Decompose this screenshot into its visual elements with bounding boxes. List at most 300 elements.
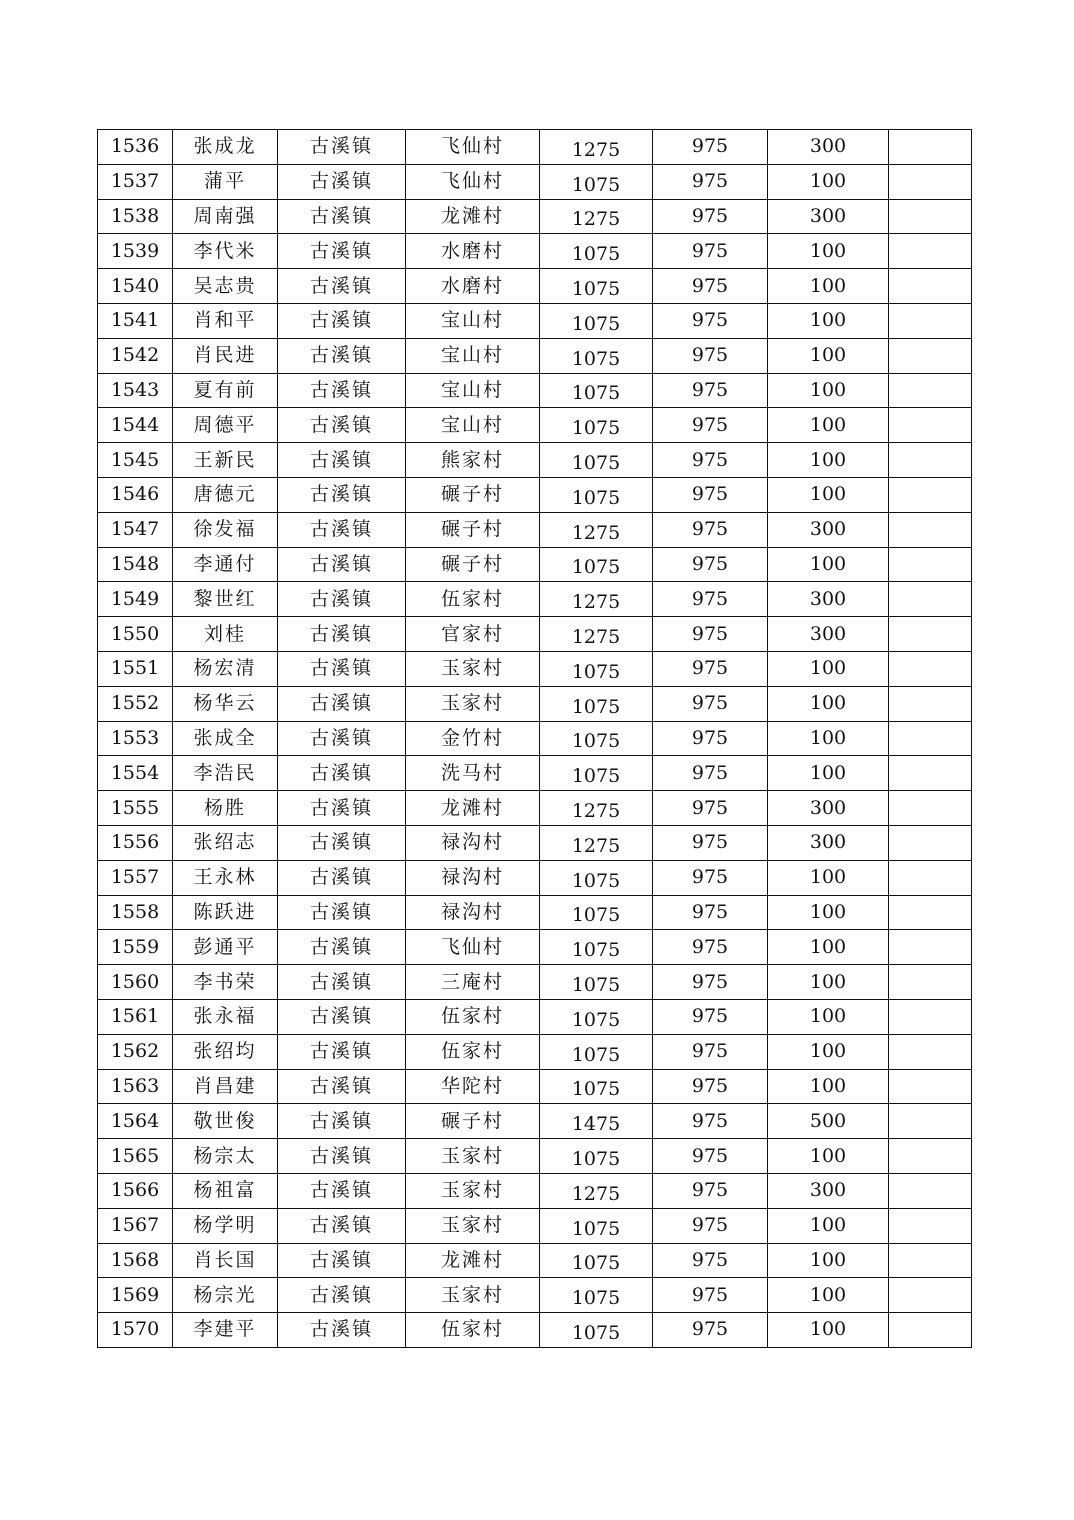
base-amount-cell: 975 bbox=[653, 1208, 768, 1243]
name-cell: 肖昌建 bbox=[173, 1069, 278, 1104]
remark-cell bbox=[889, 582, 972, 617]
remark-cell bbox=[889, 930, 972, 965]
serial-number-cell: 1556 bbox=[98, 825, 173, 860]
extra-amount-cell: 100 bbox=[768, 1069, 889, 1104]
remark-cell bbox=[889, 1139, 972, 1174]
extra-amount-cell: 300 bbox=[768, 512, 889, 547]
base-amount-cell: 975 bbox=[653, 999, 768, 1034]
table-row bbox=[98, 234, 972, 269]
name-cell: 张绍均 bbox=[173, 1034, 278, 1069]
total-amount-cell: 1075 bbox=[540, 895, 653, 930]
extra-amount-cell: 100 bbox=[768, 860, 889, 895]
town-cell: 古溪镇 bbox=[278, 1104, 406, 1139]
total-amount-cell: 1075 bbox=[540, 234, 653, 269]
total-amount-cell: 1075 bbox=[540, 1139, 653, 1174]
name-cell: 彭通平 bbox=[173, 930, 278, 965]
name-cell: 李书荣 bbox=[173, 965, 278, 1000]
table-row bbox=[98, 999, 972, 1034]
remark-cell bbox=[889, 1069, 972, 1104]
base-amount-cell: 975 bbox=[653, 1034, 768, 1069]
village-cell: 水磨村 bbox=[406, 234, 540, 269]
base-amount-cell: 975 bbox=[653, 1278, 768, 1313]
total-amount-cell: 1075 bbox=[540, 1208, 653, 1243]
total-amount-cell: 1075 bbox=[540, 477, 653, 512]
table-row bbox=[98, 512, 972, 547]
name-cell: 肖和平 bbox=[173, 303, 278, 338]
table-row bbox=[98, 965, 972, 1000]
total-amount-cell: 1075 bbox=[540, 443, 653, 478]
total-amount-cell: 1075 bbox=[540, 1034, 653, 1069]
town-cell: 古溪镇 bbox=[278, 373, 406, 408]
village-cell: 伍家村 bbox=[406, 582, 540, 617]
village-cell: 洗马村 bbox=[406, 756, 540, 791]
name-cell: 唐德元 bbox=[173, 477, 278, 512]
name-cell: 杨学明 bbox=[173, 1208, 278, 1243]
remark-cell bbox=[889, 860, 972, 895]
remark-cell bbox=[889, 164, 972, 199]
name-cell: 张成龙 bbox=[173, 130, 278, 165]
remark-cell bbox=[889, 234, 972, 269]
name-cell: 杨胜 bbox=[173, 791, 278, 826]
remark-cell bbox=[889, 965, 972, 1000]
remark-cell bbox=[889, 686, 972, 721]
base-amount-cell: 975 bbox=[653, 617, 768, 652]
remark-cell bbox=[889, 1243, 972, 1278]
village-cell: 玉家村 bbox=[406, 651, 540, 686]
serial-number-cell: 1563 bbox=[98, 1069, 173, 1104]
remark-cell bbox=[889, 512, 972, 547]
total-amount-cell: 1075 bbox=[540, 651, 653, 686]
extra-amount-cell: 100 bbox=[768, 651, 889, 686]
town-cell: 古溪镇 bbox=[278, 721, 406, 756]
serial-number-cell: 1543 bbox=[98, 373, 173, 408]
total-amount-cell: 1075 bbox=[540, 1313, 653, 1348]
name-cell: 蒲平 bbox=[173, 164, 278, 199]
serial-number-cell: 1550 bbox=[98, 617, 173, 652]
town-cell: 古溪镇 bbox=[278, 1139, 406, 1174]
base-amount-cell: 975 bbox=[653, 408, 768, 443]
remark-cell bbox=[889, 617, 972, 652]
serial-number-cell: 1539 bbox=[98, 234, 173, 269]
table-row bbox=[98, 721, 972, 756]
serial-number-cell: 1540 bbox=[98, 269, 173, 304]
table-row bbox=[98, 1173, 972, 1208]
village-cell: 熊家村 bbox=[406, 443, 540, 478]
name-cell: 敬世俊 bbox=[173, 1104, 278, 1139]
extra-amount-cell: 100 bbox=[768, 408, 889, 443]
village-cell: 碾子村 bbox=[406, 512, 540, 547]
village-cell: 碾子村 bbox=[406, 477, 540, 512]
base-amount-cell: 975 bbox=[653, 756, 768, 791]
table-row bbox=[98, 617, 972, 652]
extra-amount-cell: 100 bbox=[768, 895, 889, 930]
base-amount-cell: 975 bbox=[653, 651, 768, 686]
serial-number-cell: 1555 bbox=[98, 791, 173, 826]
name-cell: 杨祖富 bbox=[173, 1173, 278, 1208]
extra-amount-cell: 100 bbox=[768, 999, 889, 1034]
remark-cell bbox=[889, 1034, 972, 1069]
base-amount-cell: 975 bbox=[653, 443, 768, 478]
base-amount-cell: 975 bbox=[653, 1069, 768, 1104]
table-row bbox=[98, 477, 972, 512]
village-cell: 玉家村 bbox=[406, 1208, 540, 1243]
town-cell: 古溪镇 bbox=[278, 1208, 406, 1243]
extra-amount-cell: 100 bbox=[768, 477, 889, 512]
base-amount-cell: 975 bbox=[653, 582, 768, 617]
table-row bbox=[98, 269, 972, 304]
base-amount-cell: 975 bbox=[653, 930, 768, 965]
remark-cell bbox=[889, 269, 972, 304]
table-row bbox=[98, 130, 972, 165]
base-amount-cell: 975 bbox=[653, 721, 768, 756]
village-cell: 宝山村 bbox=[406, 373, 540, 408]
remark-cell bbox=[889, 999, 972, 1034]
table-row bbox=[98, 303, 972, 338]
serial-number-cell: 1542 bbox=[98, 338, 173, 373]
base-amount-cell: 975 bbox=[653, 1243, 768, 1278]
town-cell: 古溪镇 bbox=[278, 130, 406, 165]
town-cell: 古溪镇 bbox=[278, 547, 406, 582]
base-amount-cell: 975 bbox=[653, 1104, 768, 1139]
extra-amount-cell: 300 bbox=[768, 199, 889, 234]
town-cell: 古溪镇 bbox=[278, 234, 406, 269]
village-cell: 伍家村 bbox=[406, 1034, 540, 1069]
serial-number-cell: 1538 bbox=[98, 199, 173, 234]
serial-number-cell: 1541 bbox=[98, 303, 173, 338]
total-amount-cell: 1275 bbox=[540, 512, 653, 547]
table-row bbox=[98, 930, 972, 965]
total-amount-cell: 1075 bbox=[540, 338, 653, 373]
table-body bbox=[98, 130, 972, 1348]
village-cell: 玉家村 bbox=[406, 1139, 540, 1174]
serial-number-cell: 1552 bbox=[98, 686, 173, 721]
name-cell: 陈跃进 bbox=[173, 895, 278, 930]
town-cell: 古溪镇 bbox=[278, 999, 406, 1034]
total-amount-cell: 1075 bbox=[540, 686, 653, 721]
total-amount-cell: 1075 bbox=[540, 269, 653, 304]
table-row bbox=[98, 1069, 972, 1104]
table-row bbox=[98, 199, 972, 234]
base-amount-cell: 975 bbox=[653, 130, 768, 165]
name-cell: 张永福 bbox=[173, 999, 278, 1034]
name-cell: 张成全 bbox=[173, 721, 278, 756]
village-cell: 宝山村 bbox=[406, 303, 540, 338]
table-row bbox=[98, 1139, 972, 1174]
total-amount-cell: 1275 bbox=[540, 791, 653, 826]
town-cell: 古溪镇 bbox=[278, 1173, 406, 1208]
remark-cell bbox=[889, 373, 972, 408]
remark-cell bbox=[889, 895, 972, 930]
serial-number-cell: 1557 bbox=[98, 860, 173, 895]
name-cell: 黎世红 bbox=[173, 582, 278, 617]
serial-number-cell: 1562 bbox=[98, 1034, 173, 1069]
village-cell: 玉家村 bbox=[406, 686, 540, 721]
name-cell: 王新民 bbox=[173, 443, 278, 478]
town-cell: 古溪镇 bbox=[278, 582, 406, 617]
table-row bbox=[98, 895, 972, 930]
table-row bbox=[98, 825, 972, 860]
extra-amount-cell: 300 bbox=[768, 617, 889, 652]
town-cell: 古溪镇 bbox=[278, 651, 406, 686]
serial-number-cell: 1569 bbox=[98, 1278, 173, 1313]
town-cell: 古溪镇 bbox=[278, 269, 406, 304]
village-cell: 宝山村 bbox=[406, 338, 540, 373]
table-row bbox=[98, 443, 972, 478]
name-cell: 周德平 bbox=[173, 408, 278, 443]
town-cell: 古溪镇 bbox=[278, 617, 406, 652]
remark-cell bbox=[889, 338, 972, 373]
village-cell: 飞仙村 bbox=[406, 930, 540, 965]
remark-cell bbox=[889, 199, 972, 234]
table-row bbox=[98, 164, 972, 199]
total-amount-cell: 1075 bbox=[540, 547, 653, 582]
serial-number-cell: 1565 bbox=[98, 1139, 173, 1174]
name-cell: 杨宗太 bbox=[173, 1139, 278, 1174]
serial-number-cell: 1551 bbox=[98, 651, 173, 686]
total-amount-cell: 1275 bbox=[540, 825, 653, 860]
extra-amount-cell: 100 bbox=[768, 1278, 889, 1313]
extra-amount-cell: 300 bbox=[768, 582, 889, 617]
total-amount-cell: 1275 bbox=[540, 199, 653, 234]
base-amount-cell: 975 bbox=[653, 303, 768, 338]
village-cell: 宝山村 bbox=[406, 408, 540, 443]
village-cell: 伍家村 bbox=[406, 999, 540, 1034]
total-amount-cell: 1075 bbox=[540, 303, 653, 338]
town-cell: 古溪镇 bbox=[278, 965, 406, 1000]
total-amount-cell: 1275 bbox=[540, 130, 653, 165]
base-amount-cell: 975 bbox=[653, 965, 768, 1000]
serial-number-cell: 1570 bbox=[98, 1313, 173, 1348]
base-amount-cell: 975 bbox=[653, 547, 768, 582]
town-cell: 古溪镇 bbox=[278, 686, 406, 721]
extra-amount-cell: 100 bbox=[768, 164, 889, 199]
base-amount-cell: 975 bbox=[653, 512, 768, 547]
village-cell: 龙滩村 bbox=[406, 1243, 540, 1278]
name-cell: 李建平 bbox=[173, 1313, 278, 1348]
village-cell: 金竹村 bbox=[406, 721, 540, 756]
serial-number-cell: 1546 bbox=[98, 477, 173, 512]
table-row bbox=[98, 373, 972, 408]
total-amount-cell: 1475 bbox=[540, 1104, 653, 1139]
name-cell: 张绍志 bbox=[173, 825, 278, 860]
extra-amount-cell: 100 bbox=[768, 686, 889, 721]
serial-number-cell: 1561 bbox=[98, 999, 173, 1034]
base-amount-cell: 975 bbox=[653, 338, 768, 373]
town-cell: 古溪镇 bbox=[278, 1278, 406, 1313]
remark-cell bbox=[889, 1313, 972, 1348]
extra-amount-cell: 300 bbox=[768, 1173, 889, 1208]
town-cell: 古溪镇 bbox=[278, 1034, 406, 1069]
remark-cell bbox=[889, 1104, 972, 1139]
town-cell: 古溪镇 bbox=[278, 930, 406, 965]
serial-number-cell: 1553 bbox=[98, 721, 173, 756]
remark-cell bbox=[889, 547, 972, 582]
extra-amount-cell: 100 bbox=[768, 1313, 889, 1348]
name-cell: 夏有前 bbox=[173, 373, 278, 408]
table-row bbox=[98, 1278, 972, 1313]
total-amount-cell: 1075 bbox=[540, 999, 653, 1034]
table-row bbox=[98, 338, 972, 373]
total-amount-cell: 1075 bbox=[540, 721, 653, 756]
base-amount-cell: 975 bbox=[653, 825, 768, 860]
serial-number-cell: 1560 bbox=[98, 965, 173, 1000]
name-cell: 肖民进 bbox=[173, 338, 278, 373]
town-cell: 古溪镇 bbox=[278, 756, 406, 791]
remark-cell bbox=[889, 408, 972, 443]
serial-number-cell: 1568 bbox=[98, 1243, 173, 1278]
serial-number-cell: 1544 bbox=[98, 408, 173, 443]
table-row bbox=[98, 1104, 972, 1139]
village-cell: 龙滩村 bbox=[406, 199, 540, 234]
total-amount-cell: 1275 bbox=[540, 1173, 653, 1208]
base-amount-cell: 975 bbox=[653, 1313, 768, 1348]
village-cell: 碾子村 bbox=[406, 1104, 540, 1139]
base-amount-cell: 975 bbox=[653, 269, 768, 304]
total-amount-cell: 1275 bbox=[540, 582, 653, 617]
name-cell: 李代米 bbox=[173, 234, 278, 269]
extra-amount-cell: 100 bbox=[768, 443, 889, 478]
village-cell: 禄沟村 bbox=[406, 860, 540, 895]
total-amount-cell: 1075 bbox=[540, 756, 653, 791]
serial-number-cell: 1549 bbox=[98, 582, 173, 617]
base-amount-cell: 975 bbox=[653, 477, 768, 512]
extra-amount-cell: 100 bbox=[768, 338, 889, 373]
extra-amount-cell: 100 bbox=[768, 1139, 889, 1174]
town-cell: 古溪镇 bbox=[278, 825, 406, 860]
extra-amount-cell: 100 bbox=[768, 547, 889, 582]
name-cell: 李浩民 bbox=[173, 756, 278, 791]
table-row bbox=[98, 1034, 972, 1069]
town-cell: 古溪镇 bbox=[278, 443, 406, 478]
total-amount-cell: 1075 bbox=[540, 860, 653, 895]
town-cell: 古溪镇 bbox=[278, 791, 406, 826]
name-cell: 刘桂 bbox=[173, 617, 278, 652]
town-cell: 古溪镇 bbox=[278, 164, 406, 199]
village-cell: 禄沟村 bbox=[406, 895, 540, 930]
table-row bbox=[98, 547, 972, 582]
table-row bbox=[98, 408, 972, 443]
total-amount-cell: 1075 bbox=[540, 1069, 653, 1104]
extra-amount-cell: 100 bbox=[768, 269, 889, 304]
name-cell: 王永林 bbox=[173, 860, 278, 895]
remark-cell bbox=[889, 443, 972, 478]
town-cell: 古溪镇 bbox=[278, 895, 406, 930]
extra-amount-cell: 300 bbox=[768, 130, 889, 165]
remark-cell bbox=[889, 721, 972, 756]
extra-amount-cell: 300 bbox=[768, 791, 889, 826]
extra-amount-cell: 100 bbox=[768, 373, 889, 408]
table-row bbox=[98, 756, 972, 791]
table-row bbox=[98, 686, 972, 721]
table-row bbox=[98, 1313, 972, 1348]
serial-number-cell: 1545 bbox=[98, 443, 173, 478]
remark-cell bbox=[889, 1173, 972, 1208]
total-amount-cell: 1075 bbox=[540, 1243, 653, 1278]
extra-amount-cell: 500 bbox=[768, 1104, 889, 1139]
total-amount-cell: 1075 bbox=[540, 408, 653, 443]
base-amount-cell: 975 bbox=[653, 1173, 768, 1208]
table-row bbox=[98, 1243, 972, 1278]
table-row bbox=[98, 582, 972, 617]
name-cell: 周南强 bbox=[173, 199, 278, 234]
town-cell: 古溪镇 bbox=[278, 303, 406, 338]
extra-amount-cell: 300 bbox=[768, 825, 889, 860]
village-cell: 玉家村 bbox=[406, 1173, 540, 1208]
base-amount-cell: 975 bbox=[653, 199, 768, 234]
village-cell: 玉家村 bbox=[406, 1278, 540, 1313]
remark-cell bbox=[889, 791, 972, 826]
extra-amount-cell: 100 bbox=[768, 1243, 889, 1278]
remark-cell bbox=[889, 477, 972, 512]
village-cell: 飞仙村 bbox=[406, 130, 540, 165]
village-cell: 飞仙村 bbox=[406, 164, 540, 199]
remark-cell bbox=[889, 825, 972, 860]
name-cell: 杨宗光 bbox=[173, 1278, 278, 1313]
serial-number-cell: 1547 bbox=[98, 512, 173, 547]
total-amount-cell: 1075 bbox=[540, 1278, 653, 1313]
serial-number-cell: 1548 bbox=[98, 547, 173, 582]
table-row bbox=[98, 1208, 972, 1243]
table-row bbox=[98, 791, 972, 826]
village-cell: 禄沟村 bbox=[406, 825, 540, 860]
base-amount-cell: 975 bbox=[653, 686, 768, 721]
extra-amount-cell: 100 bbox=[768, 303, 889, 338]
remark-cell bbox=[889, 303, 972, 338]
town-cell: 古溪镇 bbox=[278, 512, 406, 547]
table-row bbox=[98, 651, 972, 686]
serial-number-cell: 1558 bbox=[98, 895, 173, 930]
base-amount-cell: 975 bbox=[653, 373, 768, 408]
extra-amount-cell: 100 bbox=[768, 1034, 889, 1069]
village-cell: 官家村 bbox=[406, 617, 540, 652]
name-cell: 杨华云 bbox=[173, 686, 278, 721]
name-cell: 徐发福 bbox=[173, 512, 278, 547]
village-cell: 水磨村 bbox=[406, 269, 540, 304]
remark-cell bbox=[889, 756, 972, 791]
table-row bbox=[98, 860, 972, 895]
town-cell: 古溪镇 bbox=[278, 477, 406, 512]
village-cell: 三庵村 bbox=[406, 965, 540, 1000]
base-amount-cell: 975 bbox=[653, 791, 768, 826]
total-amount-cell: 1075 bbox=[540, 965, 653, 1000]
base-amount-cell: 975 bbox=[653, 164, 768, 199]
name-cell: 吴志贵 bbox=[173, 269, 278, 304]
serial-number-cell: 1559 bbox=[98, 930, 173, 965]
town-cell: 古溪镇 bbox=[278, 1069, 406, 1104]
remark-cell bbox=[889, 130, 972, 165]
data-table bbox=[97, 129, 972, 1348]
serial-number-cell: 1567 bbox=[98, 1208, 173, 1243]
village-cell: 碾子村 bbox=[406, 547, 540, 582]
extra-amount-cell: 100 bbox=[768, 721, 889, 756]
total-amount-cell: 1075 bbox=[540, 930, 653, 965]
town-cell: 古溪镇 bbox=[278, 338, 406, 373]
name-cell: 杨宏清 bbox=[173, 651, 278, 686]
total-amount-cell: 1075 bbox=[540, 164, 653, 199]
town-cell: 古溪镇 bbox=[278, 860, 406, 895]
village-cell: 龙滩村 bbox=[406, 791, 540, 826]
serial-number-cell: 1566 bbox=[98, 1173, 173, 1208]
base-amount-cell: 975 bbox=[653, 1139, 768, 1174]
name-cell: 李通付 bbox=[173, 547, 278, 582]
remark-cell bbox=[889, 651, 972, 686]
town-cell: 古溪镇 bbox=[278, 199, 406, 234]
total-amount-cell: 1275 bbox=[540, 617, 653, 652]
serial-number-cell: 1554 bbox=[98, 756, 173, 791]
extra-amount-cell: 100 bbox=[768, 965, 889, 1000]
serial-number-cell: 1564 bbox=[98, 1104, 173, 1139]
village-cell: 华陀村 bbox=[406, 1069, 540, 1104]
